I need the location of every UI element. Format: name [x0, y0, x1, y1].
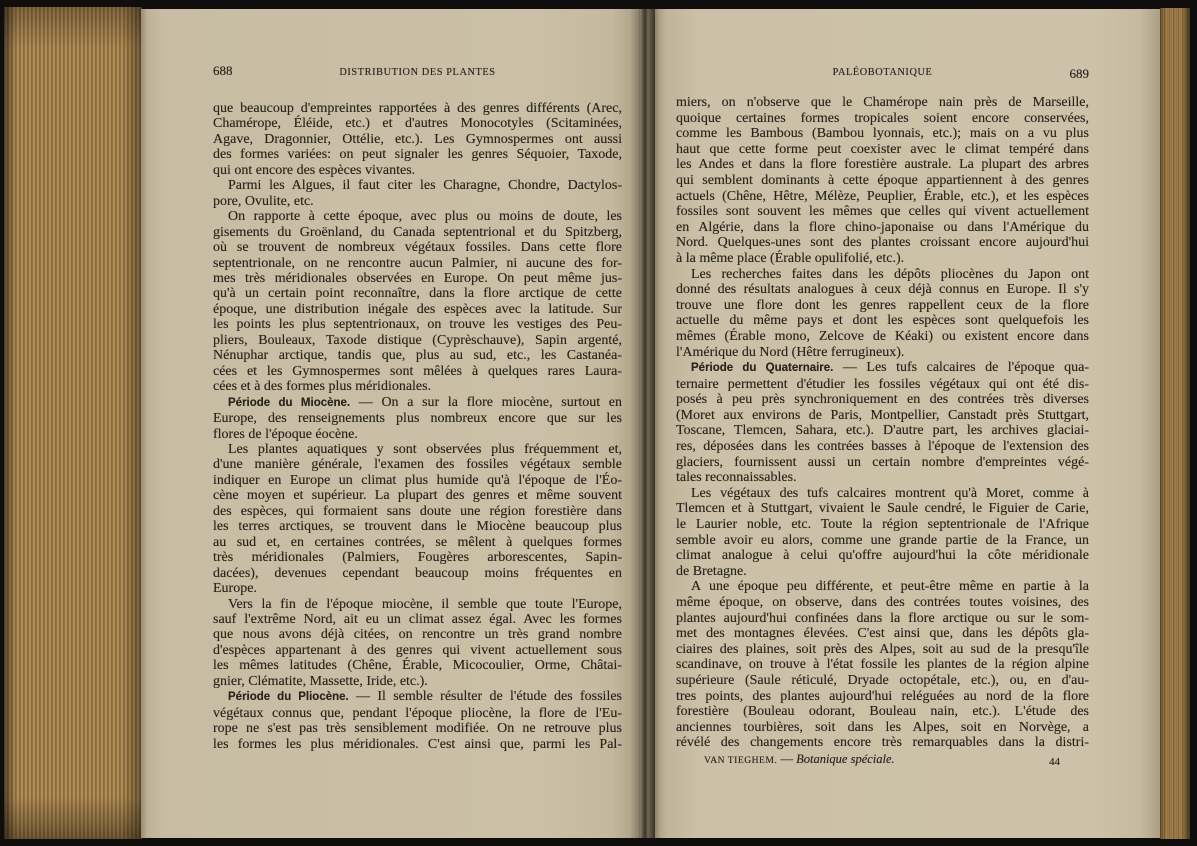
- text-line: [213, 364, 622, 379]
- text-line: [213, 706, 622, 721]
- text-line: [213, 488, 622, 503]
- line-text: Europe, des renseignements plus nombreux encore que sur les: [213, 411, 622, 427]
- line-text: l'Amérique du Nord (Hêtre ferrugineux).: [676, 344, 905, 360]
- line-text: qui ont encore des espèces vivantes.: [213, 162, 416, 178]
- line-text: Vers la fin de l'époque miocène, il semble que toute l'Europe,: [228, 596, 622, 612]
- line-text: A une époque peu différente, et peut-être même en partie à la: [691, 579, 1089, 595]
- paragraph: [213, 689, 622, 752]
- text-line: [213, 317, 622, 332]
- line-text: les Andes et dans la flore forestière australe. La plupart des arbres: [676, 157, 1089, 173]
- line-text: qui semblent dominants à cette époque appartiennent à des genres: [676, 172, 1089, 188]
- text-line: [213, 627, 622, 642]
- paragraph: [676, 486, 1089, 580]
- line-text: des espèces, qui formaient sans doute une région forestière dans: [213, 503, 622, 519]
- text-line: [676, 329, 1089, 345]
- line-text: le Laurier noble, etc. Toute la région septentrionale de l'Afrique: [676, 517, 1089, 533]
- paragraph: [676, 360, 1089, 486]
- text-line: [676, 251, 1089, 267]
- text-line: [213, 348, 622, 363]
- signature-mark: 44: [1049, 756, 1060, 768]
- paragraph: [676, 579, 1089, 751]
- text-line: [676, 157, 1089, 173]
- line-text: cène moyen et supérieur. La plupart des genres et même souvent: [213, 488, 622, 504]
- line-text: miers, on n'observe que le Chamérope nain près de Marseille,: [676, 95, 1089, 110]
- line-text: mes très méridionales observées en Europe. On peut même jus-: [213, 270, 622, 286]
- text-line: [676, 439, 1089, 455]
- text-line: [676, 408, 1089, 424]
- line-text: comme les Bambous (Bambou lyonnais, etc.); mais on a vu plus: [676, 126, 1089, 142]
- line-text: des formes variées: on peut signaler les genres Séquoier, Taxode,: [213, 147, 622, 163]
- line-text: les mêmes latitudes (Chêne, Érable, Micocoulier, Orme, Châtai-: [213, 658, 622, 674]
- line-text: cées et les Gymnospermes sont mêlées à quelques rares Laura-: [213, 363, 622, 379]
- text-line: [213, 178, 622, 193]
- page-footer: [704, 752, 895, 768]
- text-line: [213, 457, 622, 472]
- text-line: [213, 240, 622, 255]
- line-text: où se trouvent de nombreux végétaux fossiles. Dans cette flore: [213, 240, 622, 256]
- text-line: [213, 550, 622, 565]
- text-line: [676, 235, 1089, 251]
- section-heading: Période du Quaternaire.: [691, 362, 834, 375]
- text-line: [676, 689, 1089, 705]
- line-text: sauf l'extrême Nord, ait eu un climat assez égal. Avec les formes: [213, 611, 622, 627]
- line-text: res, déposées dans les contrées basses à l'époque de l'extension des: [676, 439, 1089, 455]
- text-line: [676, 564, 1089, 580]
- line-text: Chamérope, Éléide, etc.) et d'autres Monocotyles (Scitaminées,: [213, 116, 622, 132]
- line-text: flores de l'époque éocène.: [213, 426, 358, 442]
- line-text: que beaucoup d'empreintes rapportées à des genres différents (Arec,: [213, 101, 622, 116]
- text-line: [213, 689, 622, 705]
- line-text: glaciers, fournissent aussi un certain nombre d'empreintes végé-: [676, 454, 1089, 470]
- text-line: [213, 721, 622, 736]
- book-gutter: [630, 9, 660, 838]
- line-text: supérieure (Saule réticulé, Dryade octopétale, etc.), ou, en d'au-: [676, 672, 1089, 688]
- text-line: [213, 395, 622, 411]
- text-line: [676, 313, 1089, 329]
- line-text: de Bretagne.: [676, 563, 747, 579]
- line-text: à la même place (Érable opulifolié, etc.).: [676, 250, 905, 266]
- paragraph: [213, 178, 622, 209]
- text-line: [676, 611, 1089, 627]
- line-text: — On a sur la flore miocène, surtout en: [358, 394, 623, 410]
- line-text: Nénuphar arctique, tandis que, plus au sud, etc., les Castanéa-: [213, 348, 622, 364]
- line-text: végétaux connus que, pendant l'époque pliocène, la flore de l'Eu-: [213, 705, 622, 721]
- line-text: ternaire permettent d'étudier les fossiles végétaux qui ont été dis-: [676, 376, 1089, 392]
- line-text: Nord. Quelques-unes sont des plantes croissant encore aujourd'hui: [676, 235, 1089, 251]
- paragraph: [213, 209, 622, 394]
- text-line: [676, 111, 1089, 127]
- line-text: tres points, des plantes aujourd'hui reléguées au nord de la flore: [676, 688, 1089, 704]
- text-line: [676, 455, 1089, 471]
- text-line: [213, 333, 622, 348]
- line-text: — Il semble résulter de l'étude des fossiles: [356, 689, 622, 705]
- text-line: [213, 504, 622, 519]
- text-line: [676, 486, 1089, 502]
- line-text: Les plantes aquatiques y sont observées plus fréquemment et,: [228, 441, 622, 457]
- text-line: [213, 256, 622, 271]
- text-line: [676, 595, 1089, 611]
- section-heading: Période du Pliocène.: [228, 691, 349, 704]
- line-text: les points les plus septentrionaux, on trouve les vestiges des Peu-: [213, 317, 622, 333]
- line-text: pliers, Bouleaux, Taxode distique (Cyprèschauve), Sapin argenté,: [213, 332, 622, 348]
- text-line: [676, 173, 1089, 189]
- line-text: trouve une flore dont les genres rappellent ceux de la flore: [676, 297, 1089, 313]
- text-line: [676, 548, 1089, 564]
- line-text: anciennes tourbières, soit dans les Alpes, soit en Norvège, a: [676, 719, 1089, 735]
- text-line: [213, 271, 622, 286]
- text-line: [676, 360, 1089, 377]
- line-text: Agave, Dragonnier, Ottélie, etc.). Les Gymnospermes ont aussi: [213, 131, 622, 147]
- line-text: en Algérie, dans la flore chino-japonaise ou dans l'Amérique du: [676, 219, 1089, 235]
- line-text: climat analogue à celui qu'offre aujourd'hui la côte méridionale: [676, 548, 1089, 564]
- line-text: d'une manière générale, l'examen des fossiles végétaux semble: [213, 457, 622, 473]
- line-text: pore, Ovulite, etc.: [213, 193, 314, 209]
- text-line: [676, 470, 1089, 486]
- line-text: haut que cette forme peut coexister avec le climat tempéré dans: [676, 141, 1089, 157]
- paragraph: [213, 597, 622, 690]
- paragraph: [213, 101, 622, 178]
- text-line: [676, 423, 1089, 439]
- line-text: ciaires des plaines, soit près des Alpes, soit au sud de la presqu'île: [676, 641, 1089, 657]
- text-line: [676, 501, 1089, 517]
- text-line: [213, 643, 622, 658]
- paragraph: [213, 442, 622, 597]
- line-text: met des montagnes élevées. C'est ainsi que, dans les dépôts gla-: [676, 626, 1089, 642]
- line-text: gisements du Groënland, du Canada septentrional et du Spitzberg,: [213, 224, 622, 240]
- line-text: époque, une distribution inégale des espèces avec la latitude. Sur: [213, 301, 622, 317]
- text-line: [213, 658, 622, 673]
- text-line: [676, 533, 1089, 549]
- text-line: [213, 566, 622, 581]
- footer-book-title: Botanique spéciale.: [796, 752, 895, 766]
- text-line: [676, 673, 1089, 689]
- line-text: — Les tufs calcaires de l'époque qua-: [842, 360, 1090, 376]
- line-text: septentrionale, on ne rencontre aucun Palmier, ni aucune des for-: [213, 255, 622, 271]
- line-text: gnier, Clématite, Massette, Iride, etc.).: [213, 673, 428, 689]
- text-line: [676, 298, 1089, 314]
- text-line: [213, 519, 622, 534]
- section-heading: Période du Miocène.: [228, 396, 351, 409]
- text-line: [213, 442, 622, 457]
- text-line: [213, 473, 622, 488]
- text-line: [213, 737, 622, 752]
- text-line: [676, 735, 1089, 751]
- line-text: d'espèces appartenant à des genres qui vivent actuellement sous: [213, 642, 622, 658]
- text-line: [676, 579, 1089, 595]
- text-line: [213, 116, 622, 131]
- line-text: On rapporte à cette époque, avec plus ou moins de doute, les: [228, 209, 622, 225]
- text-line: [213, 132, 622, 147]
- line-text: forestière (Bouleau odorant, Bouleau nain, etc.). L'étude des: [676, 704, 1089, 720]
- text-line: [676, 189, 1089, 205]
- paragraph: [676, 95, 1089, 267]
- line-text: que nous avons déjà citées, on rencontre un très grand nombre: [213, 627, 622, 643]
- line-text: actuels (Chêne, Hêtre, Mélèze, Peuplier, Érable, etc.), et les espèces: [676, 188, 1089, 204]
- text-line: [676, 642, 1089, 658]
- left-page-number: 688: [213, 63, 233, 78]
- line-text: très méridionales (Palmiers, Fougères arborescentes, Sapin-: [213, 550, 622, 566]
- text-line: [213, 581, 622, 596]
- text-line: [676, 126, 1089, 142]
- line-text: semble avoir eu alors, comme une grande partie de la France, un: [676, 532, 1089, 548]
- text-line: [676, 517, 1089, 533]
- line-text: actuelle du même pays et dont les espèces sont quelquefois les: [676, 313, 1089, 329]
- footer-dash: —: [780, 752, 793, 766]
- text-line: [213, 225, 622, 240]
- line-text: indiquer en Europe un climat plus humide qu'à l'époque de l'Éo-: [213, 472, 622, 488]
- line-text: tales reconnaissables.: [676, 470, 797, 486]
- line-text: les formes les plus méridionales. C'est ainsi que, parmi les Pal-: [213, 736, 622, 752]
- left-text-column: [213, 101, 622, 752]
- text-line: [676, 204, 1089, 220]
- line-text: qu'à un certain point reconnaître, dans la flore arctique de cette: [213, 286, 622, 302]
- line-text: cées et à des formes plus méridionales.: [213, 379, 432, 395]
- line-text: rope ne s'est pas très sensiblement modifiée. On ne retrouve plus: [213, 721, 622, 737]
- line-text: dacées), devenues cependant beaucoup moins fréquentes en: [213, 565, 622, 581]
- footer-author: VAN TIEGHEM.: [704, 755, 778, 766]
- paragraph: [213, 395, 622, 442]
- text-line: [676, 220, 1089, 236]
- text-line: [676, 392, 1089, 408]
- left-page-edges: [4, 7, 142, 839]
- text-line: [213, 427, 622, 442]
- right-text-column: [676, 95, 1089, 751]
- line-text: scandinave, on trouve à l'état fossile les plantes de la région alpine: [676, 657, 1089, 673]
- line-text: mêmes (Érable mono, Zelcove de Kéaki) ou existent encore dans: [676, 328, 1089, 344]
- line-text: fossiles sont souvent les mêmes que celles qui vivent actuellement: [676, 204, 1089, 220]
- text-line: [676, 345, 1089, 361]
- line-text: Toscane, Tlemcen, Sahara, etc.). D'autre part, les archives glaciai-: [676, 423, 1089, 439]
- right-page-number: 689: [1069, 66, 1089, 81]
- line-text: Les végétaux des tufs calcaires montrent qu'à Moret, comme à: [691, 485, 1089, 501]
- text-line: [213, 302, 622, 317]
- text-line: [213, 612, 622, 627]
- text-line: [213, 101, 622, 116]
- line-text: quoique certaines formes tropicales soient encore conservées,: [676, 110, 1089, 126]
- line-text: révélé des changements encore très remarquables dans la distri-: [676, 735, 1089, 751]
- line-text: (Moret aux environs de Paris, Montpellier, Canstadt près Stuttgart,: [676, 407, 1089, 423]
- text-line: [213, 597, 622, 612]
- paragraph: [676, 267, 1089, 361]
- text-line: [213, 147, 622, 162]
- text-line: [676, 704, 1089, 720]
- right-running-head: PALÉOBOTANIQUE: [832, 67, 933, 78]
- line-text: Les recherches faites dans les dépôts pliocènes du Japon ont: [691, 266, 1089, 282]
- text-line: [213, 194, 622, 209]
- text-line: [676, 142, 1089, 158]
- text-line: [213, 286, 622, 301]
- text-line: [213, 411, 622, 426]
- line-text: donné des résultats analogues à ceux déjà connus en Europe. Il s'y: [676, 282, 1089, 298]
- text-line: [213, 209, 622, 224]
- text-line: [676, 95, 1089, 111]
- line-text: Parmi les Algues, il faut citer les Charagne, Chondre, Dactylos-: [228, 178, 622, 194]
- line-text: les terres arctiques, se trouvent dans le Miocène beaucoup plus: [213, 519, 622, 535]
- text-line: [676, 720, 1089, 736]
- text-line: [676, 267, 1089, 283]
- text-line: [213, 163, 622, 178]
- text-line: [676, 626, 1089, 642]
- line-text: même époque, on observe, dans des contrées toutes voisines, des: [676, 595, 1089, 610]
- right-page-edges: [1160, 8, 1190, 839]
- text-line: [676, 657, 1089, 673]
- left-running-head: DISTRIBUTION DES PLANTES: [339, 67, 496, 78]
- text-line: [676, 282, 1089, 298]
- line-text: au sud et, en certaines contrées, se mêlent à quelques formes: [213, 534, 622, 550]
- text-line: [213, 674, 622, 689]
- text-line: [213, 379, 622, 394]
- text-line: [676, 377, 1089, 393]
- line-text: Europe.: [213, 581, 257, 597]
- text-line: [213, 535, 622, 550]
- line-text: Tlemcen et à Stuttgart, vivaient le Saule cendré, le Figuier de Carie,: [676, 501, 1089, 517]
- line-text: plantes aujourd'hui confinées dans la flore arctique ou sur le som-: [676, 610, 1089, 626]
- line-text: posés à peu près synchroniquement en des contrées très diverses: [676, 392, 1089, 408]
